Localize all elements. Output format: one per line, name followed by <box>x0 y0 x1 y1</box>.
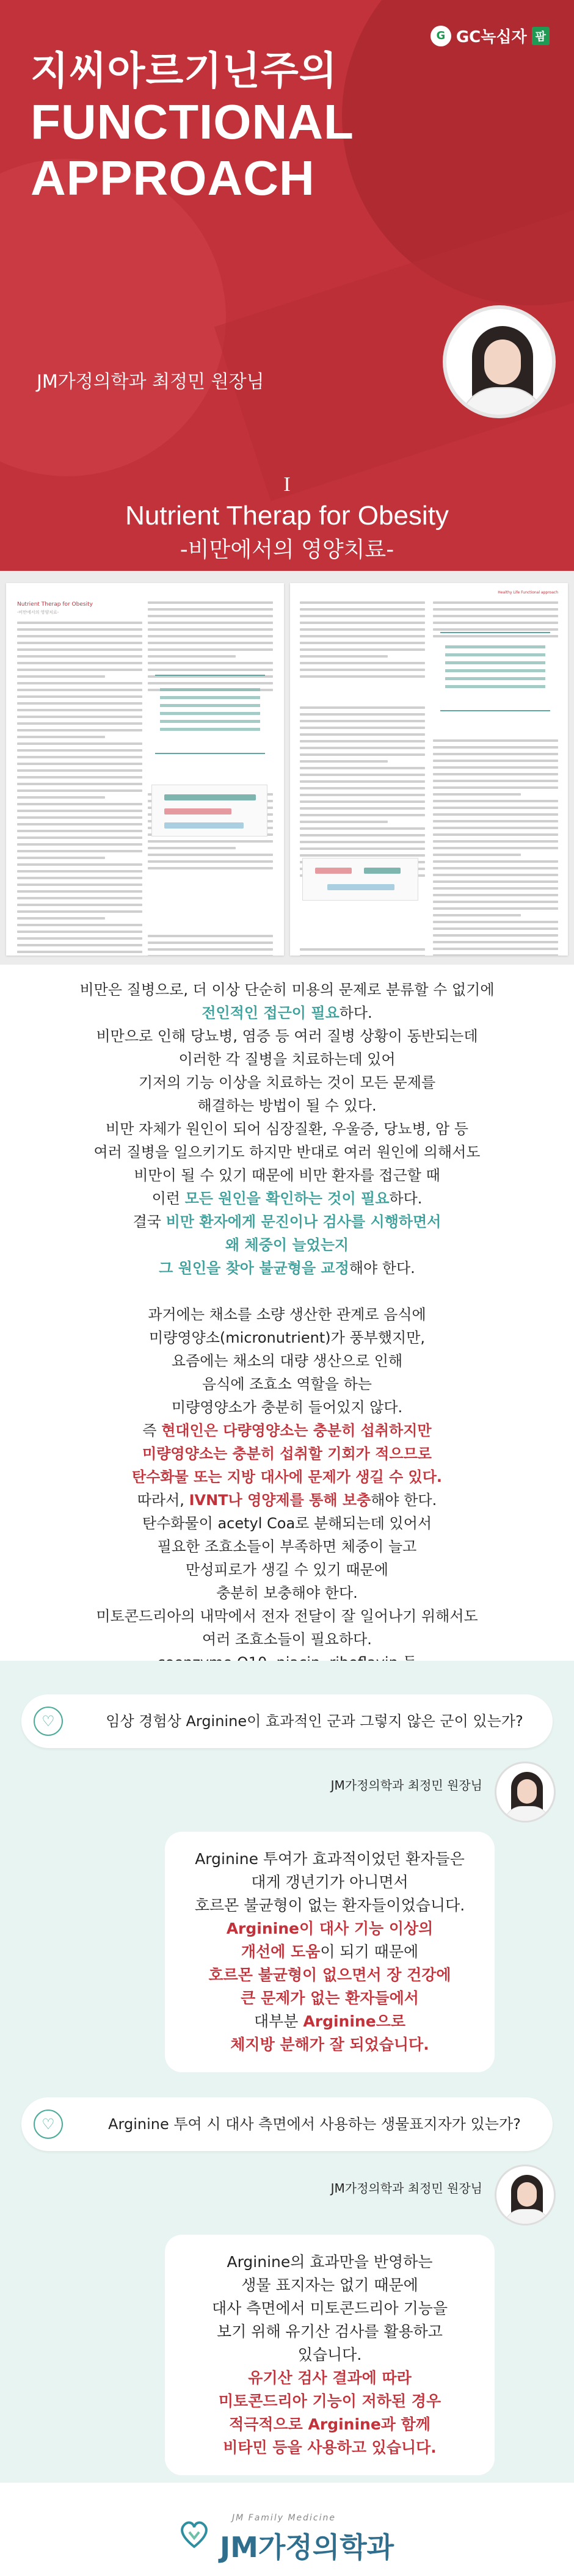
magazine-text-line <box>148 655 236 658</box>
magazine-text-line <box>17 796 105 799</box>
text-run: 필요한 조효소들이 부족하면 체중이 늘고 <box>157 1538 417 1555</box>
magazine-text-line <box>300 807 425 810</box>
magazine-text-line <box>17 870 142 873</box>
magazine-text-line <box>148 840 273 843</box>
emphasis-text: 그 원인을 찾아 불균형을 교정 <box>159 1260 349 1277</box>
magazine-text-line <box>300 655 388 658</box>
answer-line <box>189 1871 470 1894</box>
magazine-text-line <box>17 830 142 832</box>
magazine-text-line <box>300 601 425 604</box>
magazine-text-line <box>300 787 425 789</box>
magazine-text-line <box>17 763 142 765</box>
magazine-text-line <box>17 722 142 725</box>
text-run: 이러한 각 질병을 치료하는데 있어 <box>178 1051 396 1068</box>
text-run: 따라서, <box>137 1492 189 1509</box>
magazine-text-line <box>148 615 273 617</box>
magazine-text-line <box>148 642 273 644</box>
magazine-figure <box>151 785 267 836</box>
magazine-text-line <box>300 622 425 624</box>
text-run: 하다. <box>389 1190 423 1207</box>
magazine-pull-quote <box>440 632 550 711</box>
hero-decor-shape <box>0 159 226 476</box>
text-run: Arginine 투여가 효과적이었던 환자들은 <box>195 1850 465 1868</box>
magazine-text-line <box>433 927 558 930</box>
text-run: 즉 <box>142 1422 162 1439</box>
magazine-text-line <box>433 887 558 890</box>
emphasis-text: 미토콘드리아 기능이 저하된 경우 <box>218 2392 441 2410</box>
magazine-text-line <box>300 841 425 843</box>
text-run: 비만은 질병으로, 더 이상 단순히 미용의 문제로 분류할 수 없기에 <box>79 981 495 998</box>
body-line <box>0 1233 574 1257</box>
magazine-text-line <box>17 816 142 819</box>
text-run: 미량영양소가 충분히 들어있지 않다. <box>171 1399 403 1416</box>
magazine-page-left <box>6 583 284 956</box>
magazine-text-line <box>17 695 142 698</box>
magazine-text-line <box>300 827 425 830</box>
magazine-text-line <box>300 733 425 736</box>
gc-logo-icon: G <box>431 26 451 46</box>
series-title <box>31 49 354 206</box>
magazine-text-line <box>17 776 142 778</box>
magazine-subheading: -비만에서의 영양치료- <box>17 610 59 615</box>
body-line <box>0 1605 574 1628</box>
heart-icon: ♡ <box>34 2110 63 2139</box>
magazine-text-line <box>433 948 558 950</box>
chapter-number: I <box>283 473 291 496</box>
body-line <box>0 1581 574 1605</box>
magazine-text-line <box>17 951 142 953</box>
emphasis-text: 전인적인 접근이 필요 <box>202 1004 340 1021</box>
magazine-figure <box>302 858 418 901</box>
magazine-pull-quote <box>155 675 265 754</box>
article-paragraph-2 <box>0 1303 574 1697</box>
article-body <box>0 978 574 1697</box>
magazine-text-line <box>17 729 142 731</box>
magazine-text-line <box>17 931 142 933</box>
emphasis-text: 유기산 검사 결과에 따라 <box>248 2369 412 2387</box>
emphasis-text: 미량영양소는 충분히 섭취할 기회가 적으므로 <box>142 1445 432 1462</box>
magazine-text-line <box>433 807 558 809</box>
author-name: JM가정의학과 최정민 원장님 <box>37 371 264 393</box>
answer-line <box>189 2343 470 2367</box>
answer-line <box>189 1964 470 1987</box>
magazine-text-line <box>300 713 425 716</box>
magazine-text-line <box>433 934 558 937</box>
magazine-text-line <box>433 874 558 876</box>
body-line <box>0 1442 574 1465</box>
magazine-text-line <box>300 767 425 769</box>
magazine-text-line <box>17 689 142 691</box>
magazine-text-line <box>148 860 273 863</box>
clinic-logo-icon <box>177 2516 211 2550</box>
brand-name: GC녹십자 <box>456 28 527 46</box>
magazine-spread-image <box>0 571 574 965</box>
emphasis-text: 체지방 분해가 잘 되었습니다. <box>230 2036 429 2053</box>
magazine-text-line <box>300 847 425 850</box>
brand-tag: 팜 <box>532 27 550 45</box>
text-run: 호르몬 불균형이 없는 환자들이었습니다. <box>194 1896 465 1914</box>
text-run: 탄수화물이 acetyl Coa로 분해되는데 있어서 <box>142 1515 432 1532</box>
magazine-text-line <box>148 942 273 944</box>
magazine-text-line <box>300 615 425 617</box>
body-line <box>0 1141 574 1164</box>
answer-line <box>189 2320 470 2343</box>
magazine-text-line <box>300 635 425 637</box>
magazine-text-line <box>433 833 558 836</box>
text-run: 미토콘드리아의 내막에서 전자 전달이 잘 일어나기 위해서도 <box>96 1608 478 1625</box>
magazine-text-line <box>17 810 142 812</box>
brand-logo <box>431 24 550 47</box>
emphasis-text: Arginine으로 <box>303 2012 405 2030</box>
answer-line <box>189 2251 470 2274</box>
body-line <box>0 1187 574 1210</box>
magazine-text-line <box>433 847 558 849</box>
magazine-text-line <box>148 847 236 849</box>
text-run: 대부분 <box>254 2012 303 2030</box>
magazine-text-line <box>433 860 558 863</box>
magazine-text-line <box>17 863 142 866</box>
magazine-text-line <box>17 877 142 879</box>
article-title-en: Nutrient Therap for Obesity <box>125 501 449 531</box>
doctor-avatar <box>495 2164 556 2226</box>
body-line <box>0 1419 574 1442</box>
magazine-text-line <box>433 786 558 789</box>
body-line <box>0 1373 574 1396</box>
magazine-column <box>148 601 273 956</box>
magazine-text-line <box>148 662 273 664</box>
magazine-text-line <box>148 948 273 951</box>
magazine-text-line <box>433 793 521 796</box>
body-line <box>0 1094 574 1117</box>
magazine-text-line <box>433 880 558 883</box>
series-title-line3: APPROACH <box>31 150 315 205</box>
article-paragraph-1 <box>0 978 574 1280</box>
clinic-name-ko: JM가정의학과 <box>220 2531 394 2564</box>
magazine-text-line <box>17 662 142 664</box>
body-line <box>0 1326 574 1349</box>
footer <box>0 2483 574 2576</box>
magazine-text-line <box>17 648 142 651</box>
magazine-text-line <box>300 814 425 816</box>
body-line <box>0 1257 574 1280</box>
magazine-text-line <box>300 948 425 951</box>
hero-banner <box>0 0 574 571</box>
text-run: 여러 조효소들이 필요하다. <box>202 1631 372 1648</box>
magazine-text-line <box>17 635 142 637</box>
magazine-text-line <box>300 794 425 796</box>
magazine-text-line <box>433 628 558 631</box>
magazine-heading: Nutrient Therap for Obesity <box>17 601 93 608</box>
text-run: 음식에 조효소 역할을 하는 <box>202 1376 372 1393</box>
emphasis-text: 왜 체중이 늘었는지 <box>225 1236 349 1254</box>
heart-icon: ♡ <box>34 1707 63 1736</box>
magazine-text-line <box>300 608 425 611</box>
answer-line <box>189 2274 470 2297</box>
text-run: 만성피로가 생길 수 있기 때문에 <box>186 1561 388 1578</box>
magazine-text-line <box>433 739 558 742</box>
body-line <box>0 1558 574 1581</box>
text-run: 대게 갱년기가 아니면서 <box>251 1873 409 1891</box>
magazine-text-line <box>17 628 142 631</box>
text-run: 해야 한다. <box>371 1492 437 1509</box>
magazine-text-line <box>300 780 425 783</box>
body-line <box>0 1164 574 1187</box>
magazine-text-line <box>433 907 558 910</box>
magazine-text-line <box>300 642 425 644</box>
emphasis-text: IVNT나 영양제를 통해 보충 <box>189 1492 371 1509</box>
magazine-text-line <box>300 720 425 722</box>
magazine-text-line <box>433 954 558 956</box>
emphasis-text: 탄수화물 또는 지방 대사에 문제가 생길 수 있다. <box>131 1468 443 1486</box>
body-line <box>0 1025 574 1048</box>
body-line <box>0 1489 574 1512</box>
magazine-text-line <box>300 854 425 857</box>
doctor-avatar <box>495 1761 556 1823</box>
magazine-text-line <box>148 622 273 624</box>
text-run: 비만이 될 수 있기 때문에 비만 환자를 접근할 때 <box>134 1167 440 1184</box>
magazine-text-line <box>17 910 142 913</box>
magazine-column <box>17 601 142 956</box>
series-title-line1: 지씨아르기닌주의 <box>31 49 338 93</box>
series-title-line2: FUNCTIONAL <box>31 94 354 149</box>
body-line <box>0 1117 574 1141</box>
text-run: 충분히 보충해야 한다. <box>216 1584 358 1602</box>
magazine-text-line <box>433 753 558 755</box>
magazine-text-line <box>148 601 273 604</box>
body-line <box>0 1071 574 1094</box>
text-run: 보기 위해 유기산 검사를 활용하고 <box>217 2323 443 2340</box>
magazine-text-line <box>17 622 142 624</box>
text-run: 이런 <box>151 1190 185 1207</box>
qa-section <box>0 1661 574 2483</box>
magazine-text-line <box>300 628 425 631</box>
magazine-text-line <box>17 669 142 671</box>
text-run: 생물 표지자는 없기 때문에 <box>241 2276 418 2294</box>
magazine-text-line <box>148 608 273 611</box>
magazine-text-line <box>148 648 273 651</box>
magazine-running-head: Healthy Life Functional approach <box>498 590 558 595</box>
magazine-text-line <box>433 854 521 856</box>
magazine-text-line <box>17 756 142 758</box>
magazine-text-line <box>17 749 142 752</box>
magazine-text-line <box>17 937 142 940</box>
magazine-text-line <box>148 635 273 637</box>
text-run: 미량영양소(micronutrient)가 풍부했지만, <box>148 1329 426 1346</box>
answer-line <box>189 1894 470 1917</box>
answer-bubble-1 <box>165 1832 495 2072</box>
magazine-text-line <box>300 662 425 664</box>
body-line <box>0 1048 574 1071</box>
doctor-label: JM가정의학과 최정민 원장님 <box>330 2181 482 2196</box>
magazine-text-line <box>17 655 142 658</box>
magazine-text-line <box>17 897 142 899</box>
text-run: 과거에는 채소를 소량 생산한 관계로 음식에 <box>148 1306 426 1323</box>
answer-line <box>189 2297 470 2320</box>
text-run: 요즘에는 채소의 대량 생산으로 인해 <box>171 1352 403 1370</box>
magazine-text-line <box>17 823 142 825</box>
question-bubble-2 <box>21 2097 553 2151</box>
emphasis-text: 비만 환자에게 문진이나 검사를 시행하면서 <box>165 1213 441 1230</box>
magazine-text-line <box>433 901 558 903</box>
body-line <box>0 1303 574 1326</box>
magazine-text-line <box>433 921 558 923</box>
text-run: 있습니다. <box>297 2346 362 2364</box>
magazine-text-line <box>300 669 425 671</box>
text-run: 해결하는 방법이 될 수 있다. <box>197 1097 377 1114</box>
body-line <box>0 1512 574 1535</box>
text-run: 대사 측면에서 미토콘드리아 기능을 <box>211 2299 448 2317</box>
magazine-text-line <box>17 742 142 745</box>
magazine-text-line <box>148 854 273 856</box>
answer-line <box>189 2436 470 2459</box>
body-line <box>0 1465 574 1489</box>
magazine-text-line <box>433 894 558 896</box>
magazine-text-line <box>17 890 142 893</box>
magazine-text-line <box>433 773 558 775</box>
magazine-text-line <box>148 935 273 937</box>
question-bubble-1 <box>21 1694 553 1748</box>
clinic-name-en: JM Family Medicine <box>232 2513 336 2523</box>
body-line <box>0 1001 574 1025</box>
magazine-page-right <box>290 583 568 956</box>
emphasis-text: 큰 문제가 없는 환자들에서 <box>241 1989 419 2007</box>
magazine-text-line <box>17 642 142 644</box>
text-run: 해야 한다. <box>349 1260 415 1277</box>
magazine-text-line <box>17 904 142 906</box>
text-run: 결국 <box>133 1213 166 1230</box>
emphasis-text: Arginine이 대사 기능 이상의 <box>226 1920 434 1937</box>
magazine-text-line <box>300 747 425 749</box>
text-run: 여러 질병을 일으키기도 하지만 반대로 여러 원인에 의해서도 <box>93 1144 481 1161</box>
magazine-text-line <box>433 601 558 604</box>
emphasis-text: 적극적으로 Arginine과 함께 <box>229 2415 431 2433</box>
text-run: 이 되기 때문에 <box>320 1943 419 1961</box>
magazine-text-line <box>433 746 558 749</box>
doctor-portrait <box>443 305 556 418</box>
answer-line <box>189 2390 470 2413</box>
answer-line <box>189 2413 470 2436</box>
body-line <box>0 1210 574 1233</box>
magazine-text-line <box>17 736 105 738</box>
text-run: 기저의 기능 이상을 치료하는 것이 모든 문제를 <box>138 1074 436 1091</box>
body-line <box>0 1349 574 1373</box>
answer-line <box>189 2010 470 2033</box>
magazine-text-line <box>17 917 105 920</box>
magazine-text-line <box>433 608 558 611</box>
body-line <box>0 1535 574 1558</box>
answer-line <box>189 1940 470 1964</box>
magazine-text-line <box>300 800 425 803</box>
article-title-ko: -비만에서의 영양치료- <box>180 537 394 562</box>
magazine-text-line <box>433 914 521 916</box>
magazine-text-line <box>17 675 105 678</box>
text-run: 비만으로 인해 당뇨병, 염증 등 여러 질병 상황이 동반되는데 <box>96 1028 478 1045</box>
magazine-column <box>300 601 425 956</box>
magazine-text-line <box>300 727 425 729</box>
magazine-text-line <box>300 821 388 823</box>
magazine-text-line <box>17 944 142 946</box>
text-run: Arginine의 효과만을 반영하는 <box>227 2253 433 2271</box>
magazine-text-line <box>17 857 105 859</box>
emphasis-text: 호르몬 불균형이 없으면서 장 건강에 <box>208 1966 451 1984</box>
magazine-text-line <box>300 648 425 651</box>
magazine-text-line <box>148 867 273 869</box>
emphasis-text: 개선에 도움 <box>241 1943 321 1961</box>
magazine-text-line <box>17 803 142 805</box>
magazine-text-line <box>148 955 273 956</box>
answer-line <box>189 1987 470 2010</box>
magazine-text-line <box>300 753 425 756</box>
magazine-text-line <box>433 760 558 762</box>
magazine-text-line <box>300 955 425 956</box>
answer-line <box>189 1848 470 1871</box>
answer-line <box>189 2367 470 2390</box>
text-run: 하다. <box>339 1004 372 1021</box>
magazine-text-line <box>17 836 142 839</box>
emphasis-text: 모든 원인을 확인하는 것이 필요 <box>184 1190 390 1207</box>
magazine-text-line <box>300 760 388 763</box>
magazine-text-line <box>17 783 142 785</box>
magazine-text-line <box>148 628 273 631</box>
magazine-text-line <box>17 843 142 846</box>
magazine-text-line <box>17 883 142 886</box>
magazine-text-line <box>433 800 558 802</box>
answer-bubble-2 <box>165 2235 495 2475</box>
magazine-text-line <box>300 774 425 776</box>
magazine-text-line <box>300 740 425 742</box>
magazine-text-line <box>433 820 558 822</box>
magazine-text-line <box>433 840 558 843</box>
magazine-text-line <box>433 813 558 816</box>
magazine-text-line <box>433 780 558 782</box>
answer-line <box>189 2033 470 2056</box>
emphasis-text: 현대인은 다량영양소는 충분히 섭취하지만 <box>161 1422 432 1439</box>
magazine-text-line <box>300 834 425 836</box>
magazine-text-line <box>17 789 142 792</box>
magazine-text-line <box>17 769 142 772</box>
magazine-text-line <box>433 941 558 943</box>
magazine-text-line <box>17 924 142 926</box>
question-text: 임상 경험상 Arginine이 효과적인 군과 그렇지 않은 군이 있는가? <box>106 1713 523 1730</box>
magazine-text-line <box>300 706 425 709</box>
body-line <box>0 1628 574 1651</box>
magazine-text-line <box>17 716 142 718</box>
text-run: 비만 자체가 원인이 되어 심장질환, 우울증, 당뇨병, 암 등 <box>106 1120 468 1137</box>
magazine-text-line <box>148 669 273 671</box>
magazine-text-line <box>17 850 142 852</box>
magazine-text-line <box>17 682 142 684</box>
body-line <box>0 978 574 1001</box>
body-line <box>0 1396 574 1419</box>
doctor-label: JM가정의학과 최정민 원장님 <box>330 1778 482 1793</box>
magazine-text-line <box>433 622 558 624</box>
emphasis-text: 비타민 등을 사용하고 있습니다. <box>223 2439 437 2456</box>
magazine-text-line <box>433 827 558 829</box>
magazine-text-line <box>17 709 142 711</box>
question-text: Arginine 투여 시 대사 측면에서 사용하는 생물표지자가 있는가? <box>108 2116 521 2133</box>
magazine-text-line <box>433 766 558 769</box>
magazine-text-line <box>433 615 558 617</box>
magazine-text-line <box>300 675 425 678</box>
magazine-text-line <box>17 702 142 705</box>
answer-line <box>189 1917 470 1940</box>
magazine-text-line <box>433 867 558 869</box>
